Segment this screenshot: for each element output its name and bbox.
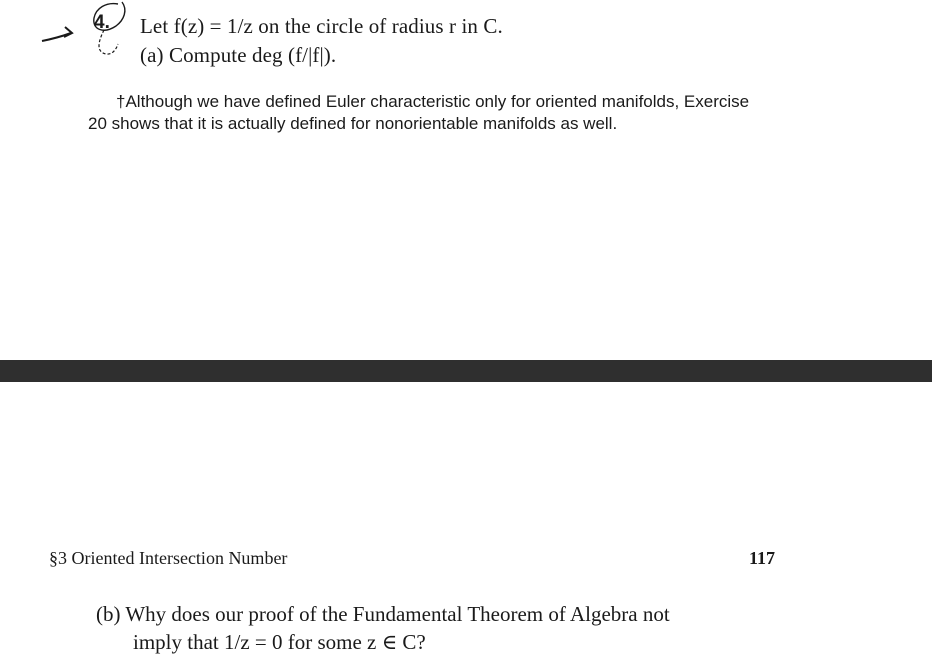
page-number: 117: [749, 548, 776, 568]
arrow-head: [64, 27, 72, 37]
exercise-statement: Let f(z) = 1/z on the circle of radius r in C.: [140, 14, 503, 38]
running-head: §3 Oriented Intersection Number: [49, 548, 288, 568]
page-divider: [0, 360, 932, 382]
arrow-stroke: [42, 33, 71, 41]
exercise-part-a: (a) Compute deg (f/|f|).: [140, 43, 337, 67]
bottom-page: [0, 382, 932, 665]
handwritten-circle-arrow-annotation: [38, 0, 138, 70]
footnote-line-1: †Although we have defined Euler characteristic only for oriented manifolds, Exercise: [116, 92, 750, 111]
exercise-part-b-line-1: (b) Why does our proof of the Fundamental Theorem of Algebra not: [96, 602, 670, 626]
footnote-line-2: 20 shows that it is actually defined for nonorientable manifolds as well.: [88, 114, 618, 133]
exercise-number: 4.: [94, 12, 110, 33]
exercise-part-b-line-2: imply that 1/z = 0 for some z ∈ C?: [133, 630, 426, 654]
